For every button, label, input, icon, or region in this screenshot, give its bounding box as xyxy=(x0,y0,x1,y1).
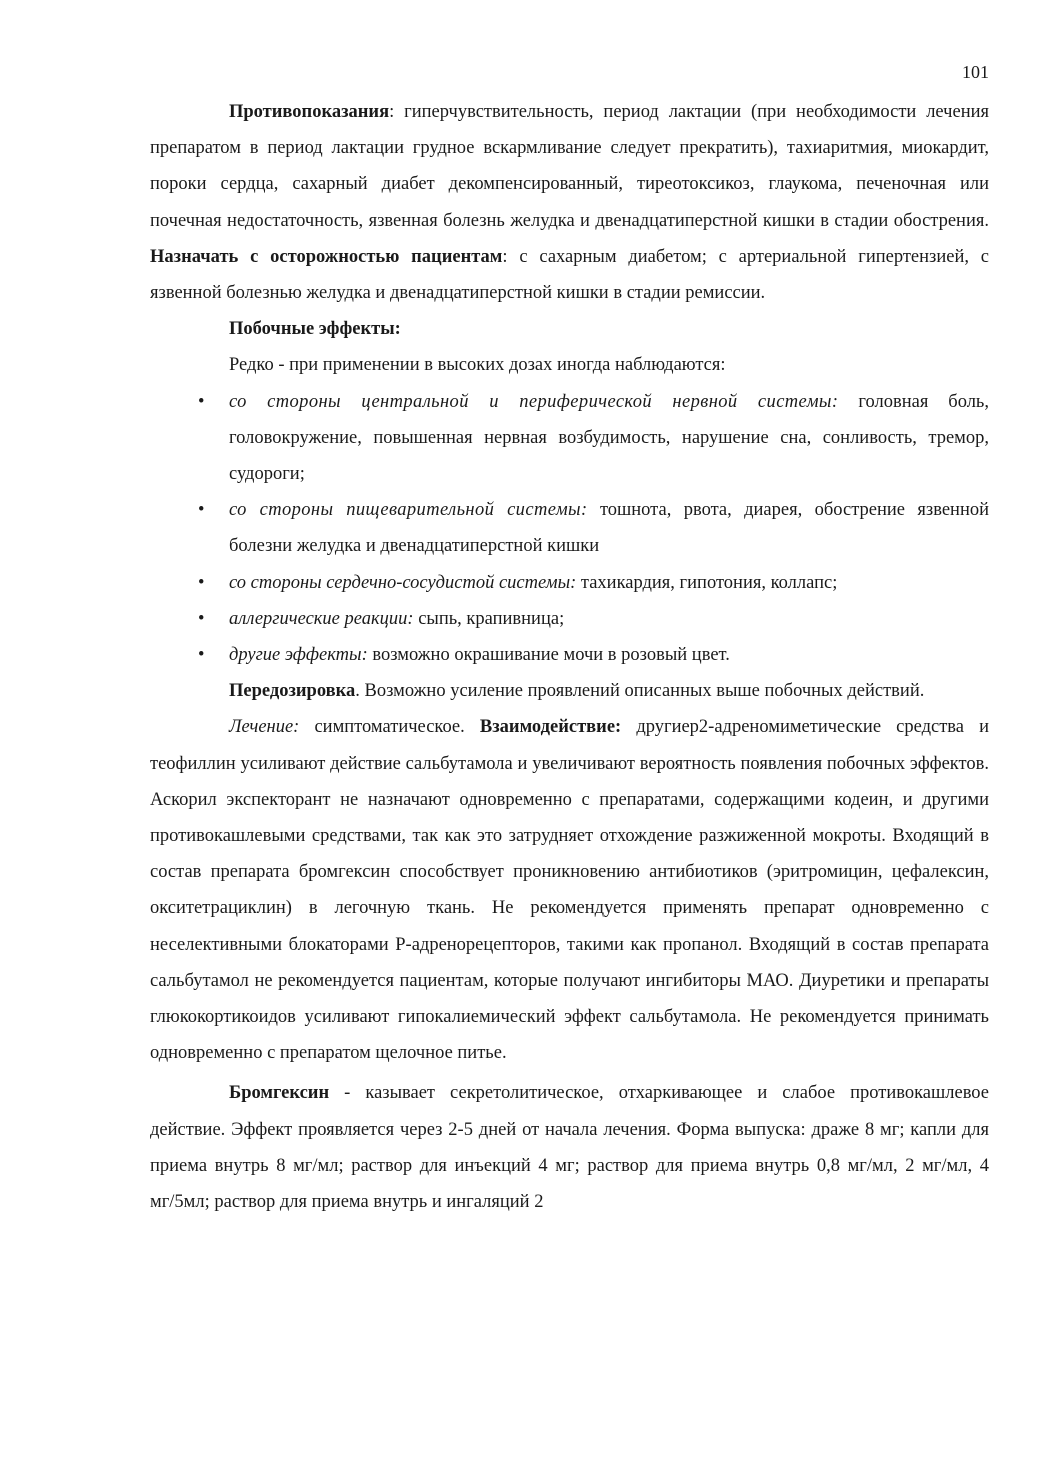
interaction-label: Взаимодействие: xyxy=(479,717,622,738)
contraindications-label: Противопоказания xyxy=(229,102,390,122)
bullet-icon: • xyxy=(198,500,205,521)
overdose-label: Передозировка xyxy=(229,681,356,702)
side-effect-text: сыпь, крапивница; xyxy=(413,608,565,629)
treatment-text: симптоматическое. xyxy=(299,717,480,738)
side-effects-heading-text: Побочные эффекты: xyxy=(229,319,401,340)
overdose-paragraph xyxy=(150,673,989,709)
side-effect-item xyxy=(150,601,989,637)
overdose-text: . Возможно усиление проявлений описанных выше побочных действий. xyxy=(355,681,925,702)
bullet-icon: • xyxy=(198,645,205,666)
page-number: 101 xyxy=(962,62,989,82)
caution-text: : с сахарным диабетом; с артериальной гипертензией, с язвенной болезнью желудка и двенадцатиперстной кишки в стадии ремиссии. xyxy=(150,246,990,304)
side-effect-label: со стороны сердечно-сосудистой системы: xyxy=(229,572,577,593)
side-effect-text: тошнота, рвота, диарея, обострение язвенной болезни желудка и двенадцатиперстной кишки xyxy=(229,500,989,557)
side-effects-list xyxy=(150,384,989,674)
side-effects-heading xyxy=(150,311,989,347)
side-effect-item xyxy=(150,492,989,564)
page-body xyxy=(150,94,989,1220)
side-effect-text: тахикардия, гипотония, коллапс; xyxy=(576,572,838,593)
side-effect-text: головная боль, головокружение, повышенная нервная возбудимость, нарушение сна, сонливость, тремор, судороги; xyxy=(229,391,989,485)
caution-label: Назначать с осторожностью пациентам xyxy=(150,246,503,267)
side-effects-intro: Редко - при применении в высоких дозах иногда наблюдаются: xyxy=(229,355,726,376)
bromhexine-paragraph xyxy=(150,1075,989,1220)
side-effect-item xyxy=(150,384,989,493)
bullet-icon: • xyxy=(198,391,205,412)
bromhexine-label: Бромгексин xyxy=(229,1083,330,1104)
side-effect-label: аллергические реакции: xyxy=(229,608,414,629)
bullet-icon: • xyxy=(198,572,205,593)
side-effect-label: со стороны центральной и периферической нервной системы: xyxy=(229,391,839,412)
contraindications-text: : гиперчувствительность, период лактации (при необходимости лечения препаратом в период лактации грудное вскармливание следует прекратить), тахиаритмия, миокардит, пороки сердца, сахарный диабет декомпенсированный, тиреотоксикоз, глаукома, печеночная или почечная недостаточность, язвенная болезнь желудка и двенадцатиперстной кишки в стадии обострения. xyxy=(150,102,989,231)
contraindications-paragraph xyxy=(150,94,989,311)
bullet-icon: • xyxy=(198,608,205,629)
side-effect-label: со стороны пищеварительной системы: xyxy=(229,500,588,521)
side-effect-item xyxy=(150,565,989,601)
bromhexine-text: - казывает секретолитическое, отхаркивающее и слабое противокашлевое действие. Эффект проявляется через 2-5 дней от начала лечения. Форма выпуска: драже 8 мг; капли для приема внутрь 8 мг/мл; раствор для инъекций 4 мг; раствор для приема внутрь 0,8 мг/мл, 2 мг/мл, 4 мг/5мл; раствор для приема внутрь и ингаляций 2 xyxy=(150,1083,989,1213)
side-effect-item xyxy=(150,637,989,673)
treatment-label: Лечение: xyxy=(229,717,300,738)
interaction-text: другиеp2-адреномиметические средства и теофиллин усиливают действие сальбутамола и увеличивают вероятность появления побочных эффектов. Аскорил экспекторант не назначают одновременно с препаратами, содержащими кодеин, и другими противокашлевыми средствами, так как это затрудняет отхождение разжиженной мокроты. Входящий в состав препарата бромгексин способствует проникновению антибиотиков (эритромицин, цефалексин, окситетрациклин) в легочную ткань. Не рекомендуется применять препарат одновременно с неселективными блокаторами Р-адренорецепторов, такими как пропанол. Входящий в состав препарата сальбутамол не рекомендуется пациентам, которые получают ингибиторы МАО. Диуретики и препараты глюкокортикоидов усиливают гипокалиемический эффект сальбутамола. Не рекомендуется принимать одновременно с препаратом щелочное питье. xyxy=(150,717,989,1064)
side-effect-text: возможно окрашивание мочи в розовый цвет. xyxy=(367,645,730,666)
treatment-paragraph xyxy=(150,709,989,1071)
side-effect-label: другие эффекты: xyxy=(229,645,368,666)
